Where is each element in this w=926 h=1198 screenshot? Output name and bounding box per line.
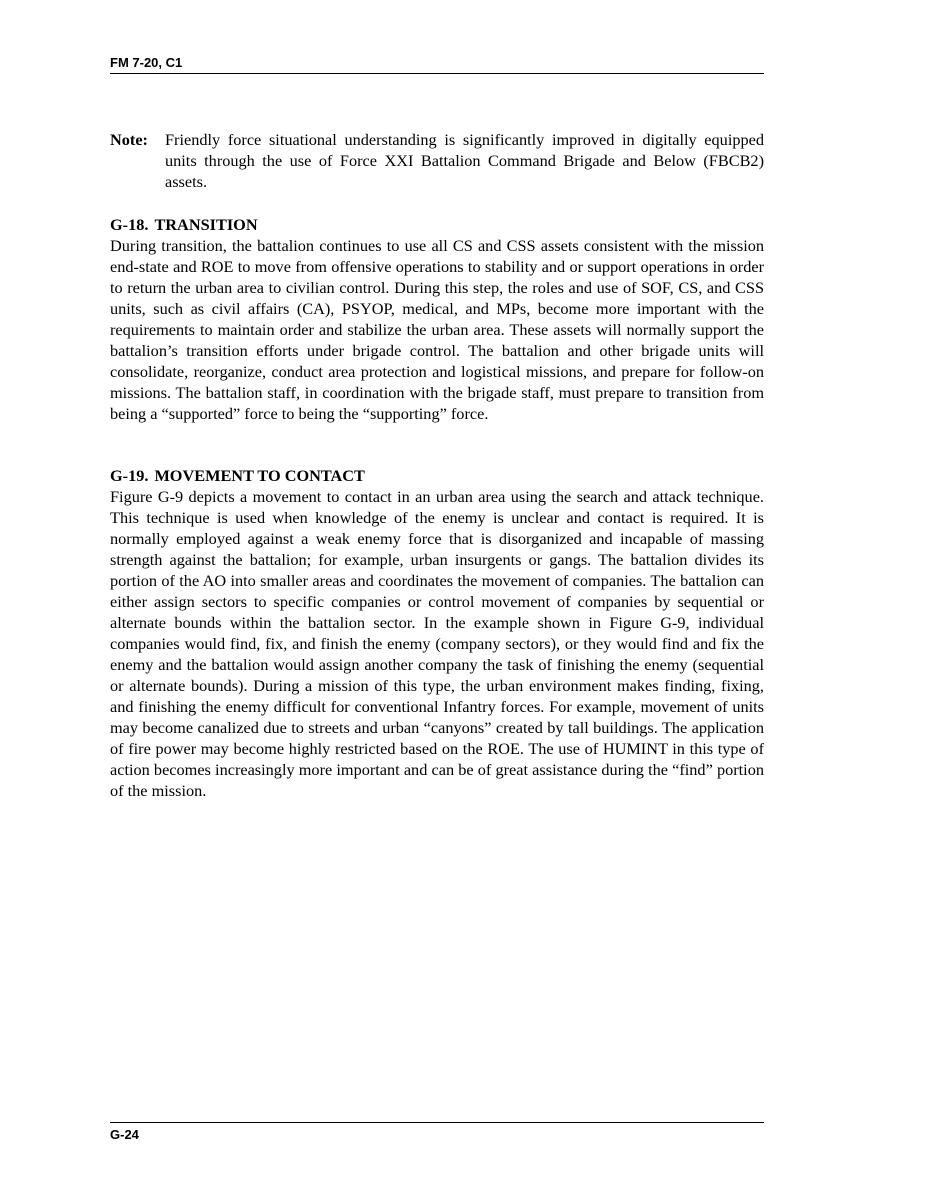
document-id: FM 7-20, C1 [110,55,183,70]
note-text: Friendly force situational understanding is significantly improved in digitally equipped units through the use of Force XXI Battalion Command Brigade and Below (FBCB2) assets. [165,130,764,191]
section-transition [110,214,764,424]
section-movement-to-contact [110,465,764,801]
section-heading [110,214,764,235]
section-heading [110,465,764,486]
page-number: G-24 [110,1127,139,1142]
note-label: Note: [110,130,148,149]
page-header [110,55,764,74]
section-title: TRANSITION [154,215,258,234]
page-footer [110,1122,764,1143]
section-title: MOVEMENT TO CONTACT [154,466,365,485]
section-number: G-18. [110,215,149,234]
note-block [110,129,764,192]
section-body: Figure G-9 depicts a movement to contact in an urban area using the search and attack technique. This technique is used when knowledge of the enemy is unclear and contact is required. It is normally employed against a weak enemy force that is disorganized and incapable of massing strength against the battalion; for example, urban insurgents or gangs. The battalion divides its portion of the AO into smaller areas and coordinates the movement of companies. The battalion can either assign sectors to specific companies or control movement of companies by sequential or alternate bounds within the battalion sector. In the example shown in Figure G-9, individual companies would find, fix, and finish the enemy (company sectors), or they would find and fix the enemy and the battalion would assign another company the task of finishing the enemy (sequential or alternate bounds). During a mission of this type, the urban environment makes finding, fixing, and finishing the enemy difficult for conventional Infantry forces. For example, movement of units may become canalized due to streets and urban “canyons” created by tall buildings. The application of fire power may become highly restricted based on the ROE. The use of HUMINT in this type of action becomes increasingly more important and can be of great assistance during the “find” portion of the mission. [110,487,764,800]
section-body: During transition, the battalion continues to use all CS and CSS assets consistent with the mission end-state and ROE to move from offensive operations to stability and or support operations in order to return the urban area to civilian control. During this step, the roles and use of SOF, CS, and CSS units, such as civil affairs (CA), PSYOP, medical, and MPs, become more important with the requirements to maintain order and stabilize the urban area. These assets will normally support the battalion’s transition efforts under brigade control. The battalion and other brigade units will consolidate, reorganize, conduct area protection and logistical missions, and prepare for follow-on missions. The battalion staff, in coordination with the brigade staff, must prepare to transition from being a “supported” force to being the “supporting” force. [110,236,764,423]
section-number: G-19. [110,466,149,485]
